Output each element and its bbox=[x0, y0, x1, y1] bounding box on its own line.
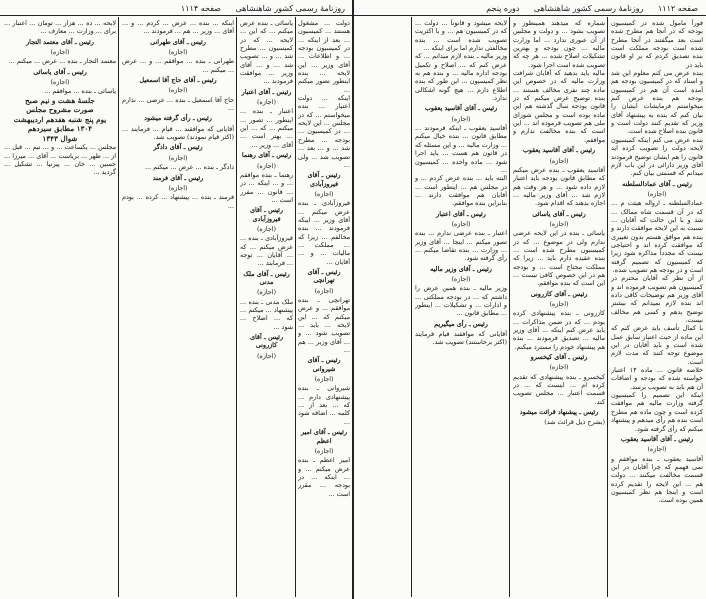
speaker-heading: رئیس ـ آقای فیروزآبادی bbox=[307, 171, 341, 188]
permission-note: (اجازه) bbox=[451, 114, 471, 123]
permission-note: (اجازه) bbox=[451, 274, 471, 283]
paragraph: یاسائی ـ بنده عرض میکنم ... که این ... لایحه ... که در کمیسیون ... مطرح شد ... و ... تصویب شد ... و ... آقای وزیر ... موافقت فرمودند ... bbox=[240, 19, 293, 86]
paragraph: رهنما ـ بنده موافقم ... و ... اینکه ... در ... قانون ... مقرر است ... bbox=[240, 170, 293, 204]
speaker-heading: رئیس ـ آقای فیروزآبادی bbox=[249, 206, 284, 223]
permission-note: (اجازه) bbox=[50, 48, 70, 57]
paragraph: دولت ... مشغول هستند ... کمیسیون ... بعد از اینکه ... در کمیسیون بودجه ... و اطلاعات ... آقای وزیر ... این لایحه ... بنده اینطور تصور میکنم ... bbox=[298, 19, 350, 94]
speaker-heading: رئیس ـ آقای عمادالسلطنه bbox=[622, 179, 692, 188]
paragraph: ملک مدنی ـ بنده ... پیشنهاد ... میکنم ... که ... اصلاح ... شود ... bbox=[240, 297, 293, 331]
paragraph: یاسائی ـ بنده ... موافقم ... bbox=[44, 87, 116, 96]
header-left bbox=[2, 2, 351, 15]
permission-note: (اجازه) bbox=[168, 48, 188, 57]
column-rule bbox=[236, 17, 237, 597]
paragraph: اعتبار ـ بنده عرضی ندارم ... بنده تصور میکنم ... اینجا ... آقای وزیر ... وزارت ... بنده تقاضا میکنم ... رأی گرفته شود. bbox=[415, 229, 507, 263]
speaker-heading: رئیس ـ آقای اعتبار bbox=[241, 87, 292, 96]
paragraph: شیروانی ـ بنده پیشنهادی دارم ... که ... بعد از ... کلمه ... اضافه شود ... bbox=[298, 384, 350, 426]
paragraph: بنده عرض می کنم معلوم این شد و اسناد که در کمیسیون بودجه هم آمده است آن هم در کمیسیون بودجه هم بنده عرض کنم میخواستم فرمایشات ایشان را بیان کنم که بنده به پیشنهاد آقای وزیر که تقدیم کنند دولت است و قانون بنده اصلاح شده است. bbox=[611, 69, 703, 136]
permission-note: (اجازه) bbox=[50, 78, 70, 87]
paragraph: کیخسرو ـ بنده پیشنهادی که تقدیم کرده ام ... اینست که ... در قسمت اعتبار ... مجلس تصویب کند. bbox=[513, 372, 605, 406]
column-rule bbox=[118, 17, 119, 597]
permission-note: (اجازه) bbox=[256, 288, 277, 297]
paragraph: کازرونی ـ بنده پیشنهادی کرده بودم ... که در ضمن مذاکرات ... باید عرض کنم اینکه ... آقای وزیر مالیه ... تصدیق فرمودند ... بنده هم پیشنهاد خودم را مسترد میکنم. bbox=[513, 309, 605, 351]
paragraph: دادگر ـ بنده ... عرض ... میکنم ... bbox=[145, 163, 234, 172]
speaker-heading: رئیس ـ آقای امیر اعظم bbox=[301, 428, 347, 445]
paragraph: معتمد التجار ـ بنده ... عرض ... میکنم ... bbox=[8, 57, 116, 66]
text-column bbox=[4, 19, 116, 595]
text-column bbox=[298, 19, 350, 595]
permission-note: (اجازه) bbox=[168, 86, 188, 95]
header-right-period: دوره پنجم bbox=[486, 4, 520, 13]
paragraph: بنده عرض می کنم اینکه کمیسیون لایحه دولت را تصویب کرده اید قانون را هم ایشان توضیح فرمودند آقای وزیر دارائی در این باب لازم میدانم که قسمتی بیان کنم. bbox=[611, 135, 703, 178]
speaker-heading: رئیس ـ آقای ملک مدنی bbox=[243, 269, 290, 286]
paragraph: شماره که میدهند همینطور و تصویب بشود ... و دولت و مجلس از آن عبوری ندارد ... اما وزارت مالیه ... چون بودجه و بهترین تشکیلات اصلاح شده ... هر چه که تصویب شده است اجرا شود. bbox=[513, 19, 605, 69]
permission-note: (اجازه) bbox=[168, 153, 188, 162]
paragraph: آقاسید یعقوب ـ بنده موافقم و نمی فهمم که چرا آقایان در این قسمت مخالفت میکنند ... دولت هم ... این لایحه را تقدیم کرده است و اینجا هم نظر کمیسیون همین بوده است. bbox=[611, 454, 703, 505]
text-column bbox=[122, 19, 234, 595]
speaker-heading: رئیس ـ آقای معتمد التجار bbox=[26, 37, 94, 46]
speaker-heading: رئیس ـ آقای کازرونی bbox=[530, 289, 588, 298]
speaker-heading: رئیس ـ آقای آقاسید یعقوب bbox=[522, 146, 596, 155]
paragraph: فرمند ـ بنده ... پیشنهاد ... کرده ... بودم ... bbox=[122, 193, 234, 210]
paragraph: آقایانی که موافقند قیام فرمایند (اکثر برخاستند) تصویب شد. bbox=[415, 330, 507, 347]
paragraph: اینکه ... دولت اعتبار ... بنده میخواستم ... که در مجلس ... این لایحه ... در کمیسیون ... بودجه ... مطرح شد ... و ... بعد ... تصویب شد ... ولی ... bbox=[298, 94, 350, 169]
speaker-heading: رئیس ـ آقای دادگر bbox=[153, 143, 203, 152]
speaker-heading: رئیس ـ آقای یاسائی bbox=[532, 209, 586, 218]
text-column bbox=[415, 19, 507, 595]
paragraph: اینکه این تصمیم را کمیسیون گرفته وزارت مالیه هم موافقت کرده است و چون ماده هم مطرح است بنده هم رأی میدهم و پیشنهاد میکنم که رأی گرفته شود. bbox=[611, 391, 703, 433]
header-right-page: صفحه ۱۱۱۲ bbox=[657, 4, 698, 13]
paragraph: از آن نظر که آقایان محترم در کمیسیون هم تصویب فرموده اند و آقای وزیر هم توضیحات کافی داده اند بنده لازم نمیدانم که بیشتر توضیح بدهم و کسی هم مخالف نیست. bbox=[611, 274, 703, 325]
session-heading: صورت مشروح مجلس bbox=[26, 105, 94, 115]
header-right bbox=[355, 2, 704, 15]
paragraph: لایحه میشود و قانوناً ... دولت ... که در کمیسیون هم ... و با اکثریت تصویب شده است ... بنده مخالفتی ندارم اما برای اینکه ... bbox=[415, 19, 507, 53]
paragraph: امیر اعظم ـ بنده عرض میکنم ... و ... اینکه ... در بودجه ... مقرر است ... bbox=[298, 456, 350, 498]
column-rule bbox=[607, 17, 608, 597]
speaker-heading: رئیس ـ آقای آقاسید یعقوب bbox=[620, 434, 694, 443]
paragraph: طهرانی ـ بنده ... موافقم ... و ... عرض ... میکنم ... bbox=[122, 57, 234, 74]
permission-note: (اجازه) bbox=[549, 300, 569, 308]
speaker-heading: رئیس ـ آقای کازرونی bbox=[249, 333, 284, 350]
paragraph: تهرانچی ـ بنده موافقم ... و عرض میکنم که ... این لایحه ... باید ... تصویب شود ... و ... آقای وزیر ... هم ... bbox=[298, 296, 350, 355]
paragraph: وزیر مالیه ـ بنده لازم میدانم ... که عرض کنم که ... اصلاح و تکمیل بودجه اداره مالیه ... و بنده هم به نظر کمیسیون ... این طور که بنده اطلاع دارم ... هیچ گونه اشکالی ندارد. bbox=[415, 52, 507, 103]
speaker-heading: رئیس ـ آقای رهنما bbox=[241, 151, 292, 160]
session-heading: ۱۳۰۴ مطابق سیزدهم bbox=[27, 124, 93, 134]
page-fold-rule bbox=[352, 0, 354, 599]
speaker-heading: رئیس ـ آقای شیروانی bbox=[307, 356, 341, 373]
paragraph: البته باید ... بنده عرض کردم ... و در مجلس هم ... اینطور است ... آقایان هم موافقت دارند ... بنابراین بنده موافقم. bbox=[415, 174, 507, 208]
permission-note: (اجازه) bbox=[256, 161, 277, 170]
permission-note: (اجازه) bbox=[549, 156, 569, 165]
paragraph: یاسائی ـ بنده در این لایحه عرضی ندارم ولی در موضوع ... که در کمیسیون مطرح شده است ... بنده عقیده دارم باید ... زیرا که مملکت محتاج است ... و بودجه هم در این خصوص کافی نیست ... این است که بنده موافقم. bbox=[513, 229, 605, 288]
paragraph: عمادالسلطنه ـ ارواله هیئت م ... که در آن قسمت شاه ممالک ... شد و با این حالت که آقایان ... نسبت به این لایحه موافقت دارند و بنده هم موافق هستم بدون تغییری که موافقت کرده اند و احتیاجی نیست که مجدداً مذاکره شود زیرا که کمیسیون که تصمیم گرفته است و در بودجه هم تصویب شده. bbox=[611, 199, 703, 274]
paragraph: حاج آقا اسمعیل ـ بنده ... عرضی ... ندارم ... bbox=[122, 95, 234, 113]
session-heading: یوم پنج شنبه هفدهم اردیبهشت bbox=[13, 114, 107, 124]
permission-note: (اجازه) bbox=[549, 219, 569, 228]
permission-note: (اجازه) bbox=[314, 189, 334, 198]
permission-note: (اجازه) bbox=[256, 351, 277, 360]
permission-note: (اجازه) bbox=[314, 375, 334, 384]
paragraph: مجلس ... یکساعت ... و ... نیم ... قبل ... از ... ظهر ... بریاست ... آقای ... میرزا ... حسین ... خان ... پیرنیا ... تشکیل ... گردید ... bbox=[4, 143, 116, 177]
header-right-paper: روزنامهٔ رسمی کشور شاهنشاهی bbox=[533, 4, 644, 13]
paragraph: مالیه باید بدهید که آقایان شرافت وزارت مالیه که در خصوص این ماده چند نفری مخالف هستند ... بنده توضیح عرض میکنم که در قانون بودجه سال گذشته هم این ماده بوده است و مجلس شورای ملی هم تصویب فرموده اند ... این است که بنده مخالفت ندارم و موافقم. bbox=[513, 69, 605, 144]
permission-note: (اجازه) bbox=[314, 446, 334, 455]
header-left-page: صفحه ۱۱۱۴ bbox=[180, 4, 221, 13]
paragraph: فوراً مامول شده در کمیسیون بودجه که در آنجا هم مطرح شده است بعد میگفتند در آنجا مطرح شده است بودجه مملکت است بنده تصدیق کردم که بر او قانون باید در bbox=[611, 19, 703, 69]
paragraph: با کمال تأسف باید عرض کنم که این ماده از حیث اعتبار سابق عمل شده است و باید آقایان در این موضوع توجه کنند که مدت لازم است. bbox=[611, 324, 703, 366]
paragraph: (بشرح ذیل قرائت شد) bbox=[544, 418, 605, 427]
permission-note: (اجازه) bbox=[451, 219, 471, 228]
speaker-heading: رئیس ـ آقای فرمند bbox=[152, 173, 204, 182]
paragraph: وزیر مالیه ـ بنده همین عرض را داشتم که ... در بودجه مملکتی ... و ادارات ... و تشکیلات ... اینطور ... مطابق قانون ... bbox=[415, 284, 507, 318]
speaker-heading: رئیس ـ آقای تهرانچی bbox=[307, 267, 341, 285]
paragraph: آقاسید یعقوب ـ اینکه فرمودند ... مطابق قانون ... بنده خیال میکنم ... وزارت مالیه ... و این مسئله که در قانون هم هست ... باید اجرا شود ... ماده واحده ... کمیسیون ... bbox=[415, 124, 507, 174]
paragraph: فیروزآبادی ـ بنده عرض میکنم ... آقای وزیر ... اینکه فرمودند ... بنده مخالفم ... زیرا که ... مملکت ... مالیات ... و ... آقایان ... bbox=[298, 199, 350, 266]
permission-note: (اجازه) bbox=[314, 286, 334, 295]
permission-note: (اجازه) bbox=[256, 224, 277, 233]
paragraph: لایحه ... ده ... هزار ... تومان ... اعتبار ... برای ... وزارت ... معارف ... bbox=[4, 19, 116, 36]
text-column bbox=[513, 19, 605, 595]
paragraph: آقایانی که موافقند ... قیام ... فرمایند ... (اکثر قیام نمودند) تصویب شد. bbox=[122, 124, 234, 142]
permission-note: (اجازه) bbox=[647, 189, 667, 198]
permission-note: (اجازه) bbox=[256, 98, 277, 107]
speaker-heading: رئیس ـ آقای کیخسرو bbox=[530, 353, 588, 362]
column-rule bbox=[509, 17, 510, 597]
speaker-heading: رئیس ـ پیشنهاد قرائت میشود bbox=[519, 408, 599, 417]
speaker-heading: رئیس ـ آقای وزیر مالیه bbox=[430, 264, 492, 273]
speaker-heading: رئیس ـ آقای یاسائی bbox=[33, 67, 87, 76]
speaker-heading: رئیس ـ رأی گرفته میشود bbox=[144, 114, 212, 123]
permission-note: (اجازه) bbox=[168, 183, 188, 192]
paragraph: اعتبار ـ بنده ... اینطور ... تصور ... میکنم ... که ... این ... بهتر است ... آقای ... وزیر ... bbox=[240, 107, 293, 149]
speaker-heading: رئیس ـ آقای طهرانی bbox=[150, 37, 206, 46]
header-left-paper: روزنامهٔ رسمی کشور شاهنشاهی bbox=[235, 4, 345, 13]
speaker-heading: رئیس ـ آقای آقاسید یعقوب bbox=[424, 104, 498, 113]
speaker-heading: رئیس ـ رأی میگیریم bbox=[434, 319, 488, 328]
permission-note: (اجازه) bbox=[549, 363, 569, 372]
speaker-heading: رئیس ـ آقای حاج آقا اسمعیل bbox=[139, 76, 217, 85]
column-rule bbox=[295, 17, 296, 597]
session-heading: شوال ۱۳۴۳ bbox=[42, 133, 78, 143]
paragraph: اینکه ... بنده ... عرض ... کردم ... و ... آقای ... وزیر ... هم ... فرمودند ... bbox=[122, 19, 234, 36]
column-rule bbox=[411, 17, 412, 597]
text-column bbox=[611, 19, 703, 595]
text-column bbox=[240, 19, 293, 595]
paragraph: آقاسید یعقوب ـ بنده عرض میکنم که مطابق قانون بودجه باید اعتبار لازم داده شود ... و هر وقت هم لازم شد ... آقای وزیر مالیه ... اجازه بدهند که اقدام شود. bbox=[513, 165, 605, 208]
paragraph: فیروزآبادی ـ بنده ... عرض میکنم ... که ... آقایان ... توجه ... فرمایند ... bbox=[240, 234, 293, 268]
paragraph: خلاصه قانون ... ماده ۱۴ اعتبار خواسته شده که بودجه و اضافات آن هم باید به تصویب برسد. bbox=[611, 366, 703, 391]
session-heading: جلسهٔ هشت و نیم صبح bbox=[25, 95, 95, 105]
speaker-heading: رئیس ـ آقای اعتبار bbox=[436, 209, 486, 218]
permission-note: (اجازه) bbox=[647, 445, 667, 454]
